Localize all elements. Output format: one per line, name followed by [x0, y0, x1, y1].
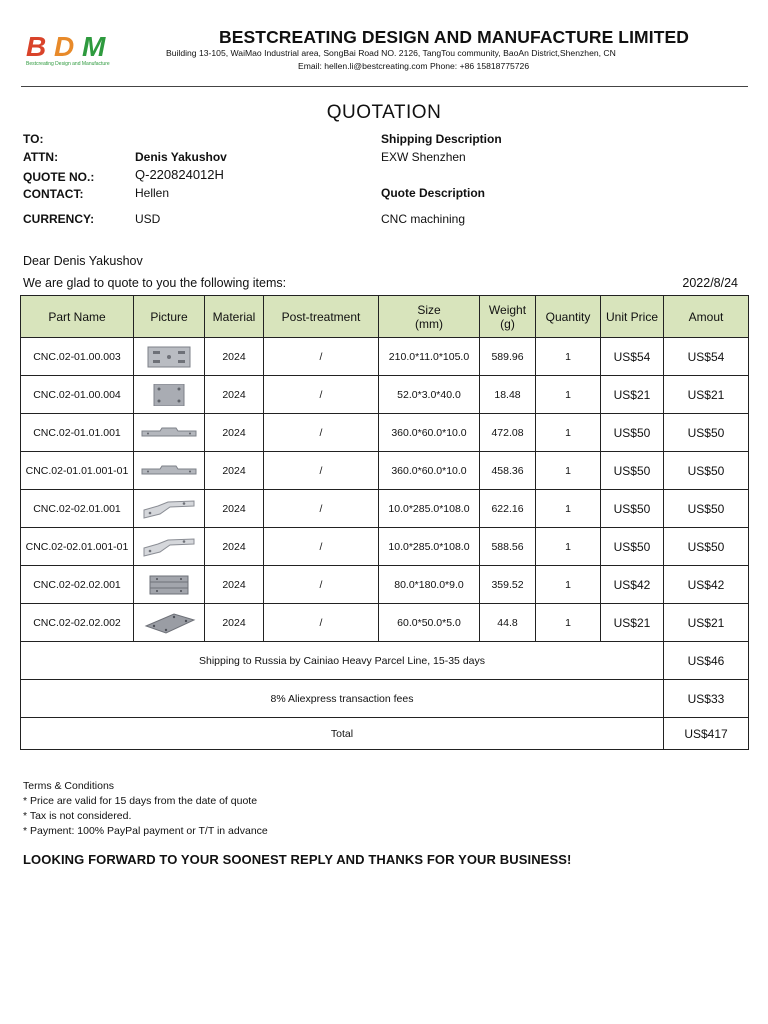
contact-value: Hellen [135, 186, 170, 200]
size-cell: 60.0*50.0*5.0 [379, 604, 480, 642]
table-row [21, 604, 749, 642]
company-logo [24, 30, 124, 68]
attn-value: Denis Yakushov [135, 150, 227, 164]
weight-cell: 622.16 [480, 490, 536, 528]
quotation-table [20, 295, 749, 750]
material-cell: 2024 [205, 452, 264, 490]
picture-cell [134, 528, 205, 566]
terms-heading: Terms & Conditions [23, 780, 115, 792]
to-label: TO: [23, 132, 44, 146]
picture-cell [134, 490, 205, 528]
header-picture: Picture [134, 296, 205, 338]
post-treatment-cell: / [264, 376, 379, 414]
company-contact: Email: hellen.li@bestcreating.com Phone: +86 15818775726 [298, 61, 530, 71]
long-bar-icon [140, 460, 198, 482]
unit-price-cell: US$54 [601, 338, 664, 376]
svg-text:B: B [26, 31, 47, 62]
post-treatment-cell: / [264, 490, 379, 528]
quantity-cell: 1 [536, 414, 601, 452]
picture-cell [134, 376, 205, 414]
unit-price-cell: US$21 [601, 604, 664, 642]
intro-text: We are glad to quote to you the following items: [23, 276, 287, 290]
weight-cell: 18.48 [480, 376, 536, 414]
square-plate-icon [140, 612, 198, 634]
weight-cell: 589.96 [480, 338, 536, 376]
amount-cell: US$50 [664, 528, 749, 566]
plate-with-slots-icon [140, 346, 198, 368]
document-title: QUOTATION [326, 102, 442, 123]
angled-bracket-icon [140, 536, 198, 558]
closing-message: LOOKING FORWARD TO YOUR SOONEST REPLY AND THANKS FOR YOUR BUSINESS! [23, 852, 572, 867]
shipping-label: Shipping to Russia by Cainiao Heavy Parcel Line, 15-35 days [21, 642, 664, 680]
contact-label: CONTACT: [23, 187, 84, 201]
svg-text:D: D [54, 31, 75, 62]
shipping-description-value: EXW Shenzhen [381, 150, 466, 164]
table-row [21, 376, 749, 414]
amount-cell: US$42 [664, 566, 749, 604]
table-header-row [21, 296, 749, 338]
header-weight [480, 296, 536, 338]
fee-label: 8% Aliexpress transaction fees [21, 680, 664, 718]
unit-price-cell: US$50 [601, 414, 664, 452]
header-weight-line1: Weight [488, 302, 527, 317]
shipping-description-label: Shipping Description [381, 132, 502, 146]
amount-cell: US$54 [664, 338, 749, 376]
small-plate-icon [140, 384, 198, 406]
unit-price-cell: US$50 [601, 528, 664, 566]
material-cell: 2024 [205, 376, 264, 414]
quote-description-value: CNC machining [381, 212, 466, 226]
picture-cell [134, 414, 205, 452]
unit-price-cell: US$21 [601, 376, 664, 414]
svg-text:Bestcreating Design and Manufa: Bestcreating Design and Manufacture [26, 61, 110, 67]
table-row [21, 452, 749, 490]
quote-no-value: Q-220824012H [135, 167, 224, 182]
shipping-value: US$46 [664, 642, 749, 680]
quantity-cell: 1 [536, 566, 601, 604]
size-cell: 10.0*285.0*108.0 [379, 528, 480, 566]
size-cell: 210.0*11.0*105.0 [379, 338, 480, 376]
unit-price-cell: US$42 [601, 566, 664, 604]
size-cell: 360.0*60.0*10.0 [379, 414, 480, 452]
table-row [21, 338, 749, 376]
weight-cell: 588.56 [480, 528, 536, 566]
table-row [21, 566, 749, 604]
svg-text:M: M [82, 31, 106, 62]
unit-price-cell: US$50 [601, 452, 664, 490]
post-treatment-cell: / [264, 528, 379, 566]
material-cell: 2024 [205, 338, 264, 376]
material-cell: 2024 [205, 414, 264, 452]
part-name-cell: CNC.02-01.00.004 [21, 376, 134, 414]
part-name-cell: CNC.02-02.02.001 [21, 566, 134, 604]
shipping-row [21, 642, 749, 680]
part-name-cell: CNC.02-01.01.001 [21, 414, 134, 452]
header-material: Material [205, 296, 264, 338]
material-cell: 2024 [205, 604, 264, 642]
header-weight-line2: (g) [500, 316, 515, 331]
quantity-cell: 1 [536, 528, 601, 566]
part-name-cell: CNC.02-01.01.001-01 [21, 452, 134, 490]
terms-item: * Payment: 100% PayPal payment or T/T in advance [23, 825, 268, 837]
quote-date: 2022/8/24 [682, 276, 738, 290]
weight-cell: 44.8 [480, 604, 536, 642]
part-name-cell: CNC.02-02.01.001 [21, 490, 134, 528]
drilled-block-icon [140, 574, 198, 596]
fee-row [21, 680, 749, 718]
total-label: Total [21, 718, 664, 750]
quote-no-label: QUOTE NO.: [23, 170, 95, 184]
header-quantity: Quantity [536, 296, 601, 338]
currency-label: CURRENCY: [23, 212, 95, 226]
table-row [21, 414, 749, 452]
header-part-name: Part Name [21, 296, 134, 338]
header-size [379, 296, 480, 338]
amount-cell: US$50 [664, 452, 749, 490]
part-name-cell: CNC.02-02.01.001-01 [21, 528, 134, 566]
fee-value: US$33 [664, 680, 749, 718]
quantity-cell: 1 [536, 338, 601, 376]
post-treatment-cell: / [264, 452, 379, 490]
header-size-line1: Size [417, 302, 441, 317]
picture-cell [134, 338, 205, 376]
quantity-cell: 1 [536, 452, 601, 490]
header-size-line2: (mm) [415, 316, 443, 331]
picture-cell [134, 452, 205, 490]
header-divider [21, 86, 748, 87]
material-cell: 2024 [205, 528, 264, 566]
quantity-cell: 1 [536, 490, 601, 528]
part-name-cell: CNC.02-02.02.002 [21, 604, 134, 642]
attn-label: ATTN: [23, 150, 59, 164]
post-treatment-cell: / [264, 604, 379, 642]
terms-section [23, 779, 268, 839]
header-post-treatment: Post-treatment [264, 296, 379, 338]
part-name-cell: CNC.02-01.00.003 [21, 338, 134, 376]
picture-cell [134, 566, 205, 604]
picture-cell [134, 604, 205, 642]
company-address: Building 13-105, WaiMao Industrial area, SongBai Road NO. 2126, TangTou community, BaoAn District,Shenzhen, CN [166, 48, 616, 58]
amount-cell: US$50 [664, 414, 749, 452]
post-treatment-cell: / [264, 338, 379, 376]
total-row [21, 718, 749, 750]
amount-cell: US$21 [664, 376, 749, 414]
amount-cell: US$21 [664, 604, 749, 642]
terms-item: * Tax is not considered. [23, 810, 132, 822]
weight-cell: 458.36 [480, 452, 536, 490]
quantity-cell: 1 [536, 604, 601, 642]
quantity-cell: 1 [536, 376, 601, 414]
long-bar-icon [140, 422, 198, 444]
size-cell: 360.0*60.0*10.0 [379, 452, 480, 490]
post-treatment-cell: / [264, 566, 379, 604]
size-cell: 52.0*3.0*40.0 [379, 376, 480, 414]
table-row [21, 490, 749, 528]
currency-value: USD [135, 212, 161, 226]
angled-bracket-icon [140, 498, 198, 520]
quote-description-label: Quote Description [381, 186, 486, 200]
total-value: US$417 [664, 718, 749, 750]
header-amount: Amout [664, 296, 749, 338]
greeting: Dear Denis Yakushov [23, 254, 143, 268]
unit-price-cell: US$50 [601, 490, 664, 528]
table-row [21, 528, 749, 566]
weight-cell: 359.52 [480, 566, 536, 604]
terms-item: * Price are valid for 15 days from the date of quote [23, 795, 258, 807]
company-name: BESTCREATING DESIGN AND MANUFACTURE LIMITED [219, 27, 689, 47]
post-treatment-cell: / [264, 414, 379, 452]
header-unit-price: Unit Price [601, 296, 664, 338]
size-cell: 80.0*180.0*9.0 [379, 566, 480, 604]
material-cell: 2024 [205, 490, 264, 528]
amount-cell: US$50 [664, 490, 749, 528]
weight-cell: 472.08 [480, 414, 536, 452]
size-cell: 10.0*285.0*108.0 [379, 490, 480, 528]
material-cell: 2024 [205, 566, 264, 604]
